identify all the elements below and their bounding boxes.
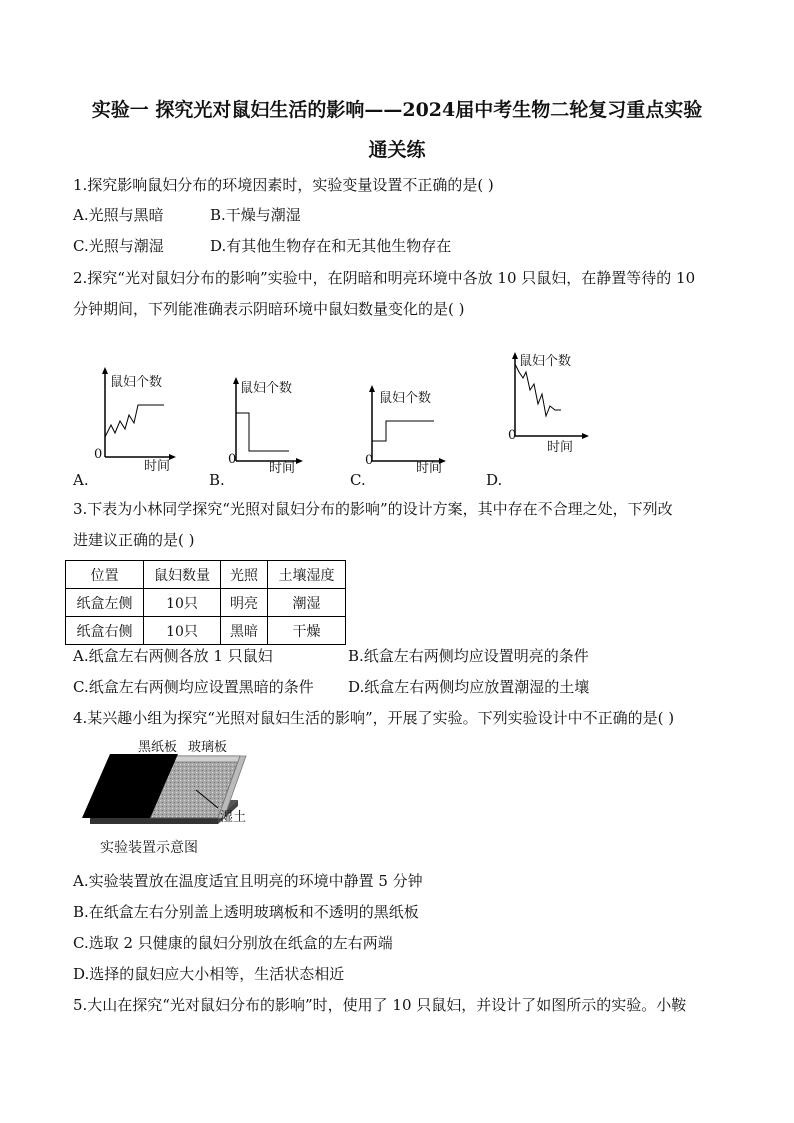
table-header: 土壤湿度 (268, 561, 346, 589)
graph-d-xlabel: 时间 (547, 440, 574, 455)
graph-b-letter: B. (209, 471, 225, 489)
apparatus-drawing (78, 738, 278, 838)
q1-option-a: A.光照与黑暗 (73, 206, 164, 224)
q3-option-a: A.纸盒左右两侧各放 1 只鼠妇 (73, 647, 273, 665)
q5-stem: 5.大山在探究“光对鼠妇分布的影响”时，使用了 10 只鼠妇，并设计了如图所示的实验。小鞍 (73, 996, 687, 1014)
q3-option-d: D.纸盒左右两侧均应放置潮湿的土壤 (348, 678, 590, 696)
label-wet-soil: 湿土 (220, 810, 247, 825)
q3-option-c: C.纸盒左右两侧均应设置黑暗的条件 (73, 678, 314, 696)
graph-b-origin: 0 (228, 452, 237, 467)
q2-stem-line2: 分钟期间，下列能准确表示阴暗环境中鼠妇数量变化的是( ) (73, 300, 465, 318)
table-cell: 10只 (144, 589, 221, 617)
graph-c-ylabel: 鼠妇个数 (379, 391, 432, 406)
graph-d-letter: D. (486, 471, 503, 489)
table-row (66, 589, 346, 617)
diagram-caption: 实验装置示意图 (100, 840, 198, 856)
table-header-row (66, 561, 346, 589)
graph-a-letter: A. (73, 471, 89, 489)
table-cell: 黑暗 (221, 617, 268, 645)
table-cell: 10只 (144, 617, 221, 645)
q3-stem-line2: 进建议正确的是( ) (73, 531, 195, 549)
table-header: 光照 (221, 561, 268, 589)
page-title-line2: 通关练 (368, 139, 426, 161)
graph-b-xlabel: 时间 (269, 461, 296, 476)
graph-a-origin: 0 (94, 447, 103, 462)
graph-c-origin: 0 (365, 453, 374, 468)
q1-option-b: B.干燥与潮湿 (210, 206, 301, 224)
q2-stem-line1: 2.探究“光对鼠妇分布的影响”实验中，在阴暗和明亮环境中各放 10 只鼠妇，在静置等待的 10 (73, 269, 696, 287)
q3-design-table (65, 560, 346, 645)
q1-stem: 1.探究影响鼠妇分布的环境因素时，实验变量设置不正确的是( ) (73, 176, 494, 194)
table-cell: 潮湿 (268, 589, 346, 617)
graph-c-letter: C. (350, 471, 366, 489)
table-cell: 明亮 (221, 589, 268, 617)
label-black-paper: 黑纸板 (138, 740, 178, 755)
table-cell: 纸盒左侧 (66, 589, 144, 617)
q4-option-c: C.选取 2 只健康的鼠妇分别放在纸盒的左右两端 (73, 934, 393, 952)
q4-option-b: B.在纸盒左右分别盖上透明玻璃板和不透明的黑纸板 (73, 903, 419, 921)
q4-option-a: A.实验装置放在温度适宜且明亮的环境中静置 5 分钟 (73, 872, 423, 890)
graph-d-origin: 0 (508, 428, 517, 443)
table-header: 鼠妇数量 (144, 561, 221, 589)
page-title: 实验一 探究光对鼠妇生活的影响——2024届中考生物二轮复习重点实验 (91, 99, 703, 121)
graph-a (92, 365, 182, 475)
q4-stem: 4.某兴趣小组为探究“光照对鼠妇生活的影响”，开展了实验。下列实验设计中不正确的是( ) (73, 709, 675, 727)
graph-d-ylabel: 鼠妇个数 (519, 354, 572, 369)
graph-a-ylabel: 鼠妇个数 (110, 375, 163, 390)
graph-c (362, 383, 452, 478)
table-cell: 纸盒右侧 (66, 617, 144, 645)
q3-stem-line1: 3.下表为小林同学探究“光照对鼠妇分布的影响”的设计方案，其中存在不合理之处，下列改 (73, 500, 673, 518)
graph-a-xlabel: 时间 (144, 459, 171, 474)
q4-option-d: D.选择的鼠妇应大小相等，生活状态相近 (73, 965, 345, 983)
q1-option-c: C.光照与潮湿 (73, 237, 164, 255)
q1-option-d: D.有其他生物存在和无其他生物存在 (210, 237, 452, 255)
label-glass-plate: 玻璃板 (188, 740, 228, 755)
graph-b (225, 375, 315, 475)
table-row (66, 617, 346, 645)
table-header: 位置 (66, 561, 144, 589)
table-cell: 干燥 (268, 617, 346, 645)
graph-c-xlabel: 时间 (416, 461, 443, 476)
graph-b-ylabel: 鼠妇个数 (240, 381, 293, 396)
graph-d (505, 350, 595, 458)
apparatus-diagram (78, 738, 278, 838)
q3-option-b: B.纸盒左右两侧均应设置明亮的条件 (348, 647, 589, 665)
